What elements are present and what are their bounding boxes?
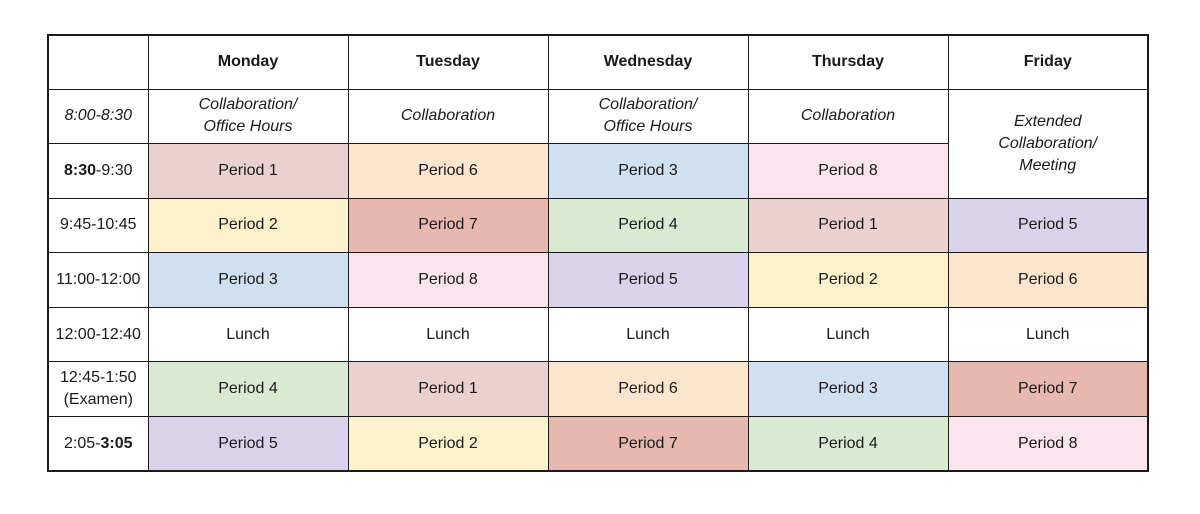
time-cell <box>48 417 148 472</box>
time-cell: 12:00-12:40 <box>48 307 148 362</box>
schedule-cell: Collaboration/ Office Hours <box>548 89 748 144</box>
table-row <box>48 253 1148 308</box>
time-cell: 8:00-8:30 <box>48 89 148 144</box>
period-cell: Period 6 <box>548 362 748 417</box>
day-header-wednesday: Wednesday <box>548 35 748 89</box>
time-start-bold: 8:30 <box>64 161 97 179</box>
day-header-thursday: Thursday <box>748 35 948 89</box>
period-cell: Period 1 <box>348 362 548 417</box>
lunch-cell: Lunch <box>548 307 748 362</box>
period-cell: Period 1 <box>748 198 948 253</box>
time-cell: 12:45-1:50 (Examen) <box>48 362 148 417</box>
lunch-cell: Lunch <box>748 307 948 362</box>
period-cell: Period 2 <box>748 253 948 308</box>
day-header-friday: Friday <box>948 35 1148 89</box>
period-cell: Period 6 <box>348 144 548 199</box>
period-cell: Period 5 <box>548 253 748 308</box>
lunch-cell: Lunch <box>148 307 348 362</box>
table-row <box>48 307 1148 362</box>
day-header-monday: Monday <box>148 35 348 89</box>
table-row <box>48 362 1148 417</box>
time-cell: 11:00-12:00 <box>48 253 148 308</box>
lunch-cell: Lunch <box>348 307 548 362</box>
period-cell: Period 2 <box>348 417 548 472</box>
table-row <box>48 89 1148 144</box>
time-start: 2:05- <box>64 434 101 452</box>
corner-cell <box>48 35 148 89</box>
schedule-cell-merged: Extended Collaboration/ Meeting <box>948 89 1148 198</box>
time-cell <box>48 144 148 199</box>
period-cell: Period 2 <box>148 198 348 253</box>
period-cell: Period 8 <box>748 144 948 199</box>
period-cell: Period 5 <box>948 198 1148 253</box>
time-end: -9:30 <box>96 161 133 179</box>
period-cell: Period 7 <box>348 198 548 253</box>
header-row <box>48 35 1148 89</box>
time-cell: 9:45-10:45 <box>48 198 148 253</box>
period-cell: Period 4 <box>548 198 748 253</box>
period-cell: Period 4 <box>148 362 348 417</box>
period-cell: Period 7 <box>548 417 748 472</box>
table-row <box>48 198 1148 253</box>
table-row <box>48 417 1148 472</box>
lunch-cell: Lunch <box>948 307 1148 362</box>
period-cell: Period 8 <box>348 253 548 308</box>
period-cell: Period 7 <box>948 362 1148 417</box>
period-cell: Period 1 <box>148 144 348 199</box>
period-cell: Period 6 <box>948 253 1148 308</box>
schedule-cell: Collaboration <box>348 89 548 144</box>
period-cell: Period 3 <box>548 144 748 199</box>
period-cell: Period 4 <box>748 417 948 472</box>
period-cell: Period 3 <box>748 362 948 417</box>
schedule-table <box>47 34 1149 472</box>
schedule-cell: Collaboration <box>748 89 948 144</box>
time-end-bold: 3:05 <box>100 434 133 452</box>
period-cell: Period 3 <box>148 253 348 308</box>
period-cell: Period 8 <box>948 417 1148 472</box>
schedule-cell: Collaboration/ Office Hours <box>148 89 348 144</box>
day-header-tuesday: Tuesday <box>348 35 548 89</box>
period-cell: Period 5 <box>148 417 348 472</box>
